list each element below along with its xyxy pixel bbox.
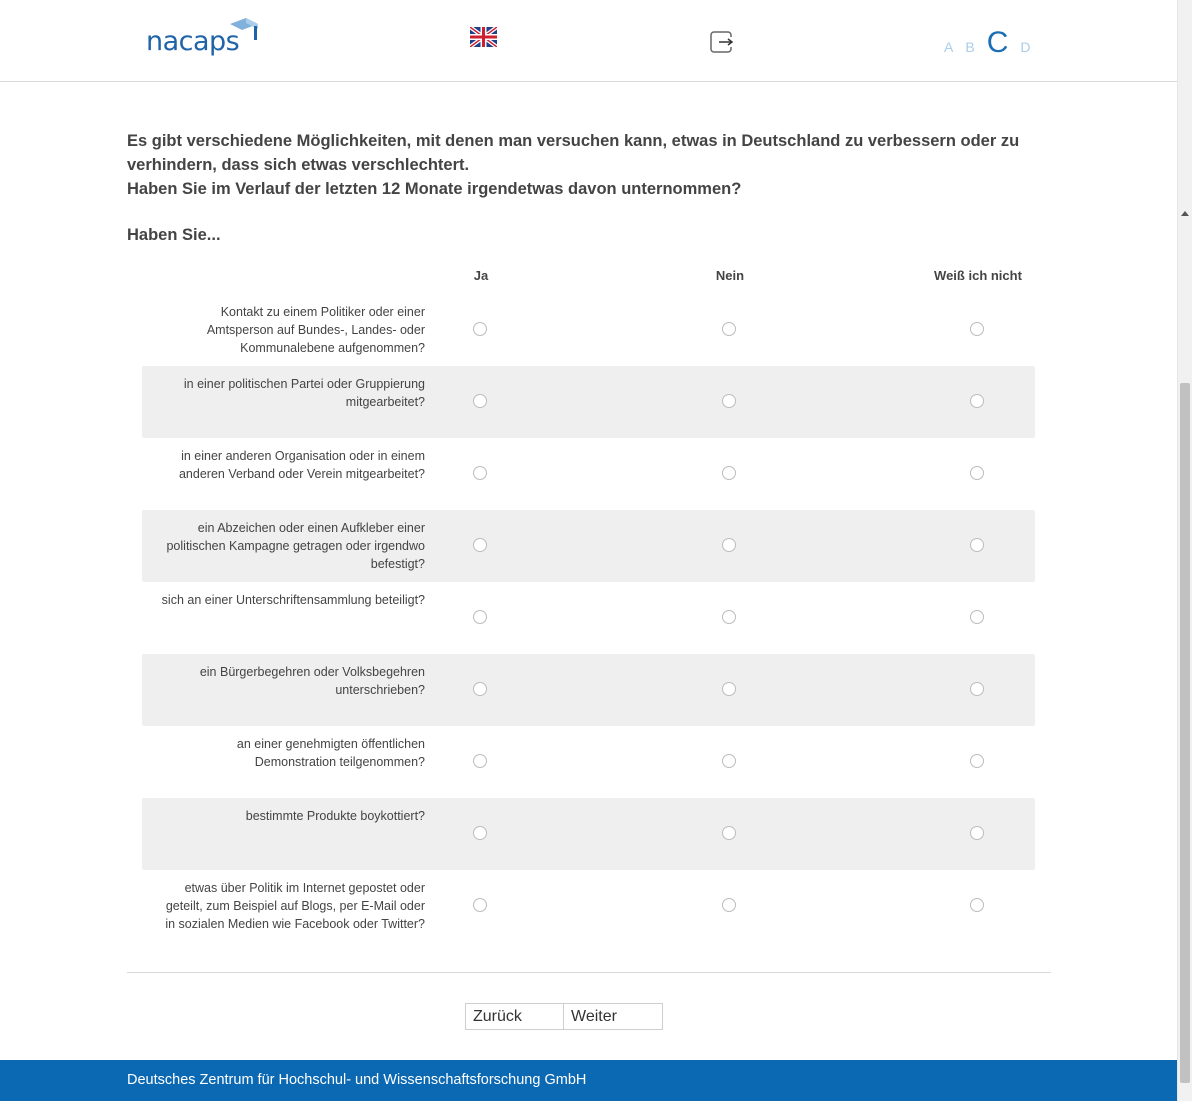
radio-weiss-nicht[interactable] — [970, 610, 984, 624]
font-size-a[interactable]: A — [944, 39, 954, 55]
question-line-2: Haben Sie im Verlauf der letzten 12 Monate irgendetwas davon unternommen? — [127, 180, 742, 198]
matrix-row — [142, 870, 1035, 942]
matrix-row — [142, 366, 1035, 438]
radio-ja[interactable] — [473, 754, 487, 768]
question-line-1: Es gibt verschiedene Möglichkeiten, mit denen man versuchen kann, etwas in Deutschland zu verbessern oder zu verhindern, dass sich etwas verschlechtert. — [127, 132, 1020, 174]
matrix-row — [142, 654, 1035, 726]
radio-ja[interactable] — [473, 898, 487, 912]
radio-weiss-nicht[interactable] — [970, 682, 984, 696]
matrix-row — [142, 294, 1035, 366]
radio-nein[interactable] — [722, 826, 736, 840]
radio-ja[interactable] — [473, 538, 487, 552]
radio-weiss-nicht[interactable] — [970, 322, 984, 336]
radio-ja[interactable] — [473, 466, 487, 480]
graduation-cap-icon — [228, 16, 260, 42]
matrix-row — [142, 510, 1035, 582]
radio-weiss-nicht[interactable] — [970, 826, 984, 840]
footer — [0, 1060, 1177, 1101]
radio-nein[interactable] — [722, 466, 736, 480]
radio-ja[interactable] — [473, 610, 487, 624]
item-label: an einer genehmigten öffentlichen Demonstration teilgenommen? — [236, 737, 425, 769]
column-header-weiss-nicht: Weiß ich nicht — [934, 268, 1022, 283]
radio-weiss-nicht[interactable] — [970, 394, 984, 408]
vertical-scrollbar[interactable] — [1177, 0, 1192, 1101]
scroll-up-arrow-icon[interactable] — [1181, 211, 1189, 216]
item-label: bestimmte Produkte boykottiert? — [245, 809, 425, 823]
item-label: Kontakt zu einem Politiker oder einer Amtsperson auf Bundes-, Landes- oder Kommunalebene aufgenommen? — [206, 305, 425, 355]
item-label: ein Abzeichen oder einen Aufkleber einer politischen Kampagne getragen oder irgendwo befestigt? — [166, 521, 425, 571]
item-label: ein Bürgerbegehren oder Volksbegehren unterschrieben? — [199, 665, 425, 697]
radio-nein[interactable] — [722, 610, 736, 624]
matrix-row — [142, 726, 1035, 798]
matrix-row — [142, 582, 1035, 654]
radio-nein[interactable] — [722, 538, 736, 552]
item-label: sich an einer Unterschriftensammlung beteiligt? — [161, 593, 425, 607]
radio-ja[interactable] — [473, 394, 487, 408]
font-size-switcher — [944, 26, 1031, 59]
back-button[interactable]: Zurück — [465, 1003, 564, 1030]
uk-flag-icon[interactable] — [470, 27, 497, 47]
question-text — [127, 129, 1027, 201]
font-size-c[interactable]: C — [986, 26, 1009, 59]
font-size-b[interactable]: B — [965, 39, 975, 55]
nacaps-logo — [146, 16, 266, 60]
radio-nein[interactable] — [722, 754, 736, 768]
radio-ja[interactable] — [473, 826, 487, 840]
exit-icon[interactable] — [710, 31, 734, 53]
scrollbar-thumb[interactable] — [1180, 383, 1190, 1083]
footer-text: Deutsches Zentrum für Hochschul- und Wissenschaftsforschung GmbH — [127, 1072, 587, 1088]
radio-weiss-nicht[interactable] — [970, 754, 984, 768]
item-label: in einer anderen Organisation oder in einem anderen Verband oder Verein mitgearbeitet? — [178, 449, 425, 481]
radio-nein[interactable] — [722, 322, 736, 336]
item-label: etwas über Politik im Internet gepostet oder geteilt, zum Beispiel auf Blogs, per E-Mail oder in sozialen Medien wie Facebook oder Twitter? — [165, 881, 425, 931]
radio-ja[interactable] — [473, 322, 487, 336]
radio-nein[interactable] — [722, 682, 736, 696]
radio-weiss-nicht[interactable] — [970, 898, 984, 912]
column-header-nein: Nein — [715, 268, 745, 283]
header — [0, 0, 1177, 82]
radio-ja[interactable] — [473, 682, 487, 696]
next-button[interactable]: Weiter — [564, 1003, 663, 1030]
font-size-d[interactable]: D — [1020, 39, 1031, 55]
radio-nein[interactable] — [722, 394, 736, 408]
logo-text: nacaps — [146, 26, 240, 57]
radio-weiss-nicht[interactable] — [970, 466, 984, 480]
matrix-row — [142, 438, 1035, 510]
item-label: in einer politischen Partei oder Gruppierung mitgearbeitet? — [183, 377, 425, 409]
question-subheading: Haben Sie... — [127, 226, 221, 244]
matrix-row — [142, 798, 1035, 870]
navigation-buttons — [465, 1003, 663, 1030]
divider — [127, 972, 1051, 973]
radio-nein[interactable] — [722, 898, 736, 912]
column-header-ja: Ja — [473, 268, 489, 283]
radio-weiss-nicht[interactable] — [970, 538, 984, 552]
